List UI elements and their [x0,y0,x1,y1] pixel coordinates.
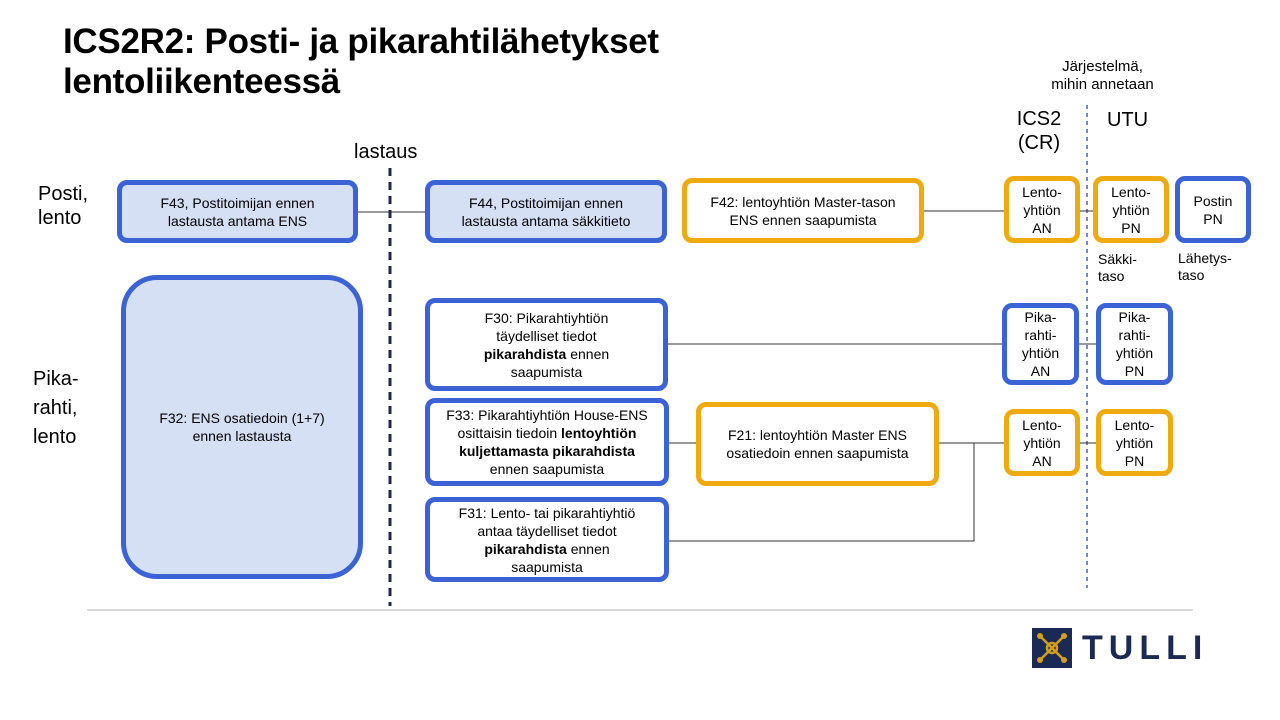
lento-an-1-line-3: AN [1032,219,1052,236]
ics2-label [1007,107,1071,155]
box-lento-pn-2 [1096,409,1173,476]
f33-line-4: ennen saapumista [489,461,605,477]
f31-line-2: antaa täydelliset tiedot [477,522,617,539]
pika-pn-line-1: Pika- [1118,309,1151,325]
pika-an-line-3: yhtiön [1021,345,1060,361]
box-f31 [425,497,669,582]
lento-an-2-line-3: AN [1032,452,1052,469]
box-lento-pn-1 [1093,176,1169,243]
tulli-emblem-icon [1032,628,1072,668]
pika-line-3: lento [33,426,77,448]
box-f33 [425,398,669,486]
f30-line-2: täydelliset tiedot [496,327,597,344]
pika-line-1: Pika- [33,368,79,390]
lento-pn-1-line-2: yhtiön [1112,201,1150,218]
utu-label: UTU [1107,109,1149,131]
f43-line-1: F43, Postitoimijan ennen [160,194,315,211]
f30-tail: ennen [566,345,610,362]
f33-line-1: F33: Pikarahtiyhtiön House-ENS [446,407,648,423]
pika-line-2: rahti, [33,397,78,419]
lastaus-label: lastaus [354,141,418,163]
posti-line-2: lento [38,207,82,229]
lahetys-line-2: taso [1178,267,1205,283]
f31-line-4: saapumista [511,558,583,575]
box-pika-an [1002,303,1079,385]
box-f32 [121,275,363,579]
lento-an-1-line-2: yhtiön [1023,201,1061,218]
f31-tail: ennen [566,540,610,557]
f33-line-2 [446,424,648,442]
lento-pn-2-line-2: yhtiön [1115,434,1154,451]
f42-line-2: ENS ennen saapumista [729,211,877,228]
pika-an-line-4: AN [1030,363,1051,379]
postin-pn-line-1: Postin [1193,192,1233,209]
system-label [1030,58,1175,94]
f33-line-2b: lentoyhtiön [561,425,637,441]
f31-line-1: F31: Lento- tai pikarahtiyhtiö [458,504,636,521]
pika-an-line-1: Pika- [1024,309,1057,325]
row-label-posti [38,182,88,230]
row-label-pikarahti [33,365,79,452]
f43-line-2: lastausta antama ENS [167,212,308,229]
pika-pn-line-4: PN [1124,363,1145,379]
f33-line-2a: osittaisin tiedoin [457,425,562,441]
lento-pn-2-line-3: PN [1124,452,1145,469]
lento-an-2-line-1: Lento- [1022,416,1062,433]
pika-pn-line-3: yhtiön [1115,345,1154,361]
f31-line-3 [459,540,636,558]
f31-bold: pikarahdista [484,540,567,557]
lento-pn-1-line-1: Lento- [1111,183,1151,200]
box-lento-an-2 [1004,409,1080,476]
ics2-line-1: ICS2 [1016,108,1062,130]
lento-an-1-line-1: Lento- [1022,183,1062,200]
f44-line-1: F44, Postitoimijan ennen [468,194,624,211]
box-lento-an-1 [1004,176,1080,243]
f32-line-1: F32: ENS osatiedoin (1+7) [159,410,325,426]
f30-line-4: saapumista [510,363,583,380]
lento-an-2-line-2: yhtiön [1023,434,1061,451]
f21-line-1: F21: lentoyhtiön Master ENS [728,427,907,443]
ics2-line-2: (CR) [1017,132,1061,154]
f30-line-3 [484,345,609,363]
system-label-line-1: Järjestelmä, [1062,58,1143,75]
lento-pn-2-line-1: Lento- [1114,416,1155,433]
box-postin-pn [1175,176,1251,243]
tulli-logo [1032,628,1208,668]
note-lahetys [1178,248,1248,286]
f42-line-1: F42: lentoyhtiön Master-tason [710,193,896,210]
system-label-line-2: mihin annetaan [1051,76,1154,93]
box-f42 [682,178,924,243]
tulli-wordmark: TULLI [1082,628,1209,667]
box-f21 [696,402,939,486]
box-f30 [425,298,668,391]
postin-pn-line-2: PN [1203,210,1223,227]
f21-line-2: osatiedoin ennen saapumista [726,445,909,461]
f32-line-2: ennen lastausta [192,428,292,444]
box-f44 [425,180,667,243]
f30-line-1: F30: Pikarahtiyhtiön [484,309,609,326]
lento-pn-1-line-3: PN [1121,219,1141,236]
title-line-2: lentoliikenteessä [63,62,340,101]
f33-line-3: kuljettamasta pikarahdista [459,443,635,459]
sakki-line-1: Säkki- [1098,251,1137,267]
sakki-line-2: taso [1098,268,1125,284]
f44-line-2: lastausta antama säkkitieto [461,212,631,229]
title-line-1: ICS2R2: Posti- ja pikarahtilähetykset [63,22,659,61]
box-f43 [117,180,358,243]
pika-pn-line-2: rahti- [1118,327,1151,343]
pika-an-line-2: rahti- [1024,327,1057,343]
box-pika-pn [1096,303,1173,385]
note-sakki [1098,249,1158,287]
posti-line-1: Posti, [38,183,89,205]
f30-bold: pikarahdista [483,345,567,362]
lahetys-line-1: Lähetys- [1178,250,1232,266]
